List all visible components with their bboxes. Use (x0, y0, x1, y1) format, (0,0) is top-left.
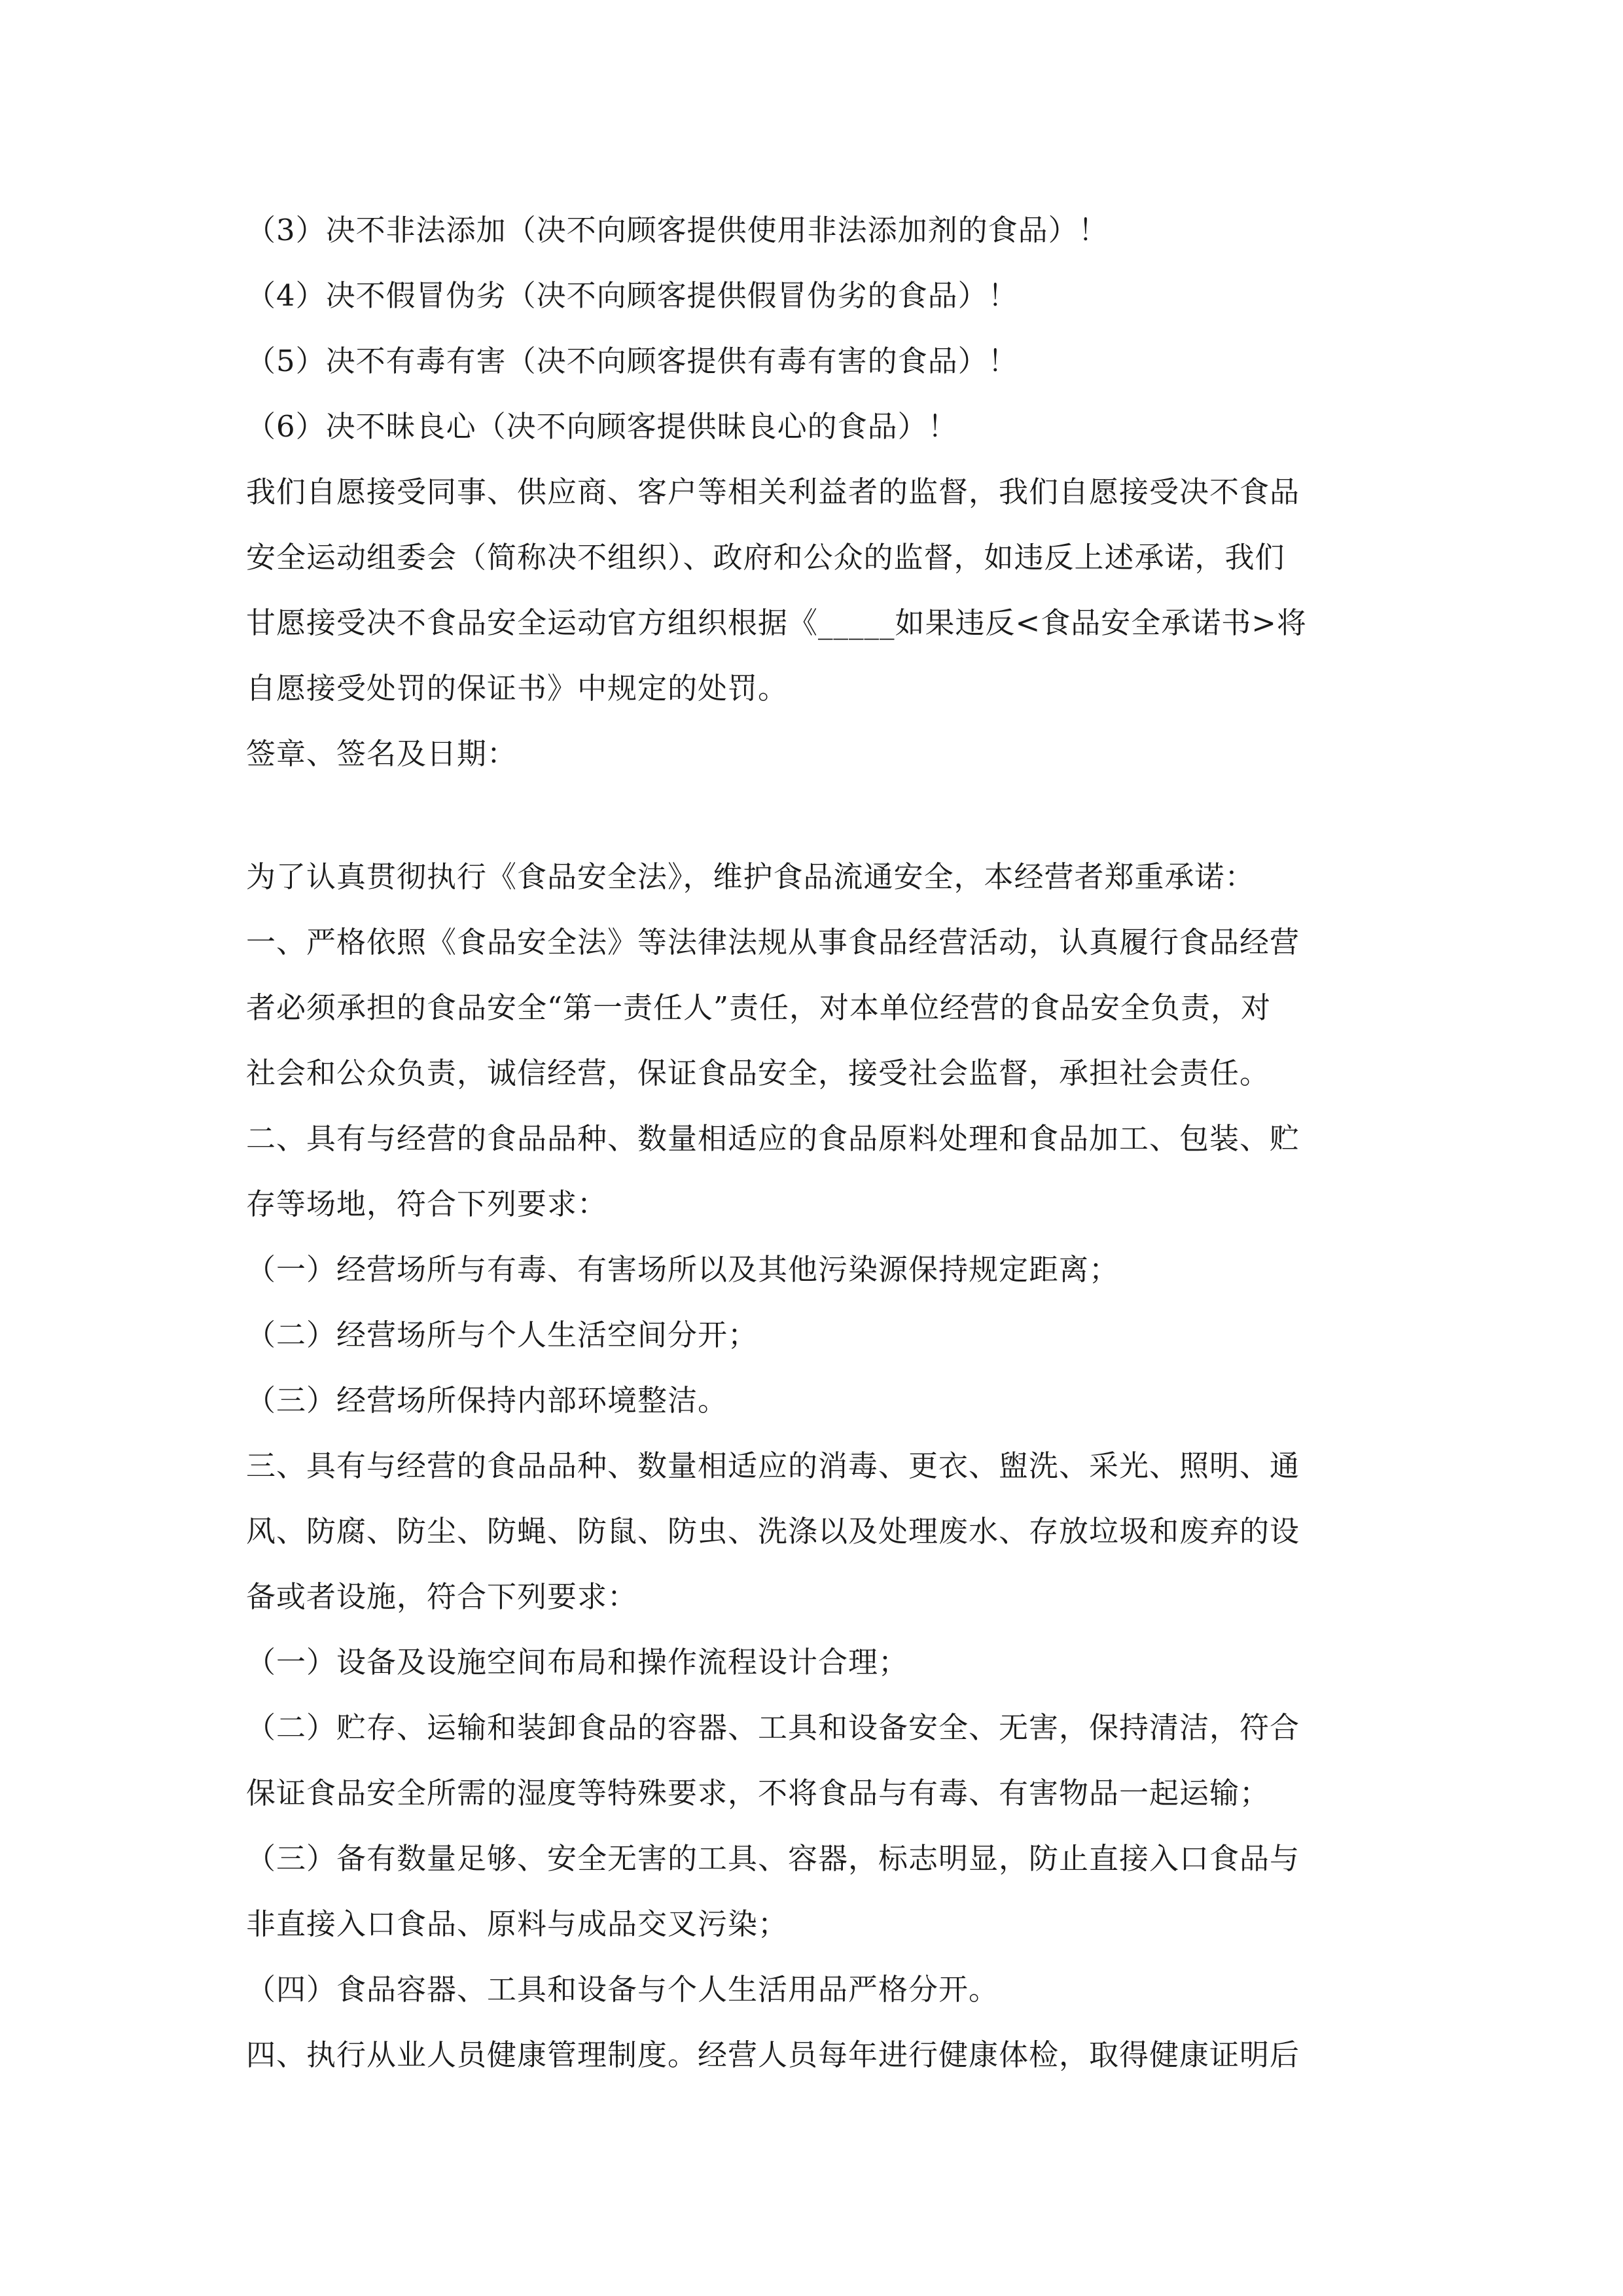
pledge-line: （一）设备及设施空间布局和操作流程设计合理； (246, 1645, 909, 1679)
pledge-line: （三）经营场所保持内部环境整洁。 (246, 1383, 728, 1418)
pledge-line: 风、防腐、防尘、防蝇、防鼠、防虫、洗涤以及处理废水、存放垃圾和废弃的设 (246, 1514, 1300, 1549)
pledge-line: 者必须承担的食品安全“第一责任人”责任，对本单位经营的食品安全负责，对 (246, 990, 1272, 1025)
supervision-line-1: 我们自愿接受同事、供应商、客户等相关利益者的监督，我们自愿接受决不食品 (246, 475, 1300, 509)
pledge-line: 备或者设施，符合下列要求： (246, 1579, 638, 1614)
signature-label: 签章、签名及日期： (246, 736, 518, 771)
pledge-line: 社会和公众负责，诚信经营，保证食品安全，接受社会监督，承担社会责任。 (246, 1056, 1270, 1090)
pledge-line: （二）贮存、运输和装卸食品的容器、工具和设备安全、无害，保持清洁，符合 (246, 1710, 1300, 1745)
supervision-line-3: 甘愿接受决不食品安全运动官方组织根据《_____如果违反<食品安全承诺书>将 (246, 605, 1307, 640)
commitment-item-4: （4）决不假冒伪劣（决不向顾客提供假冒伪劣的食品）！ (246, 278, 1018, 313)
supervision-line-4: 自愿接受处罚的保证书》中规定的处罚。 (246, 671, 789, 706)
pledge-line: 四、执行从业人员健康管理制度。经营人员每年进行健康体检，取得健康证明后 (246, 2037, 1300, 2072)
pledge-line: （三）备有数量足够、安全无害的工具、容器，标志明显，防止直接入口食品与 (246, 1841, 1300, 1876)
commitment-item-5: （5）决不有毒有害（决不向顾客提供有毒有害的食品）！ (246, 344, 1018, 378)
supervision-line-2: 安全运动组委会（简称决不组织）、政府和公众的监督，如违反上述承诺，我们 (246, 540, 1285, 575)
pledge-line: 保证食品安全所需的湿度等特殊要求，不将食品与有毒、有害物品一起运输； (246, 1776, 1270, 1810)
commitment-item-3: （3）决不非法添加（决不向顾客提供使用非法添加剂的食品）！ (246, 213, 1109, 247)
pledge-line: 非直接入口食品、原料与成品交叉污染； (246, 1907, 789, 1941)
pledge-line: 二、具有与经营的食品品种、数量相适应的食品原料处理和食品加工、包装、贮 (246, 1121, 1300, 1156)
pledge-line: （二）经营场所与个人生活空间分开； (246, 1318, 758, 1352)
commitment-item-6: （6）决不昧良心（决不向顾客提供昧良心的食品）！ (246, 409, 958, 444)
pledge-line: 三、具有与经营的食品品种、数量相适应的消毒、更衣、盥洗、采光、照明、通 (246, 1448, 1300, 1483)
pledge-line: （四）食品容器、工具和设备与个人生活用品严格分开。 (246, 1972, 999, 2007)
pledge-line: 存等场地，符合下列要求： (246, 1187, 608, 1221)
second-pledge-intro: 为了认真贯彻执行《食品安全法》，维护食品流通安全，本经营者郑重承诺： (246, 859, 1255, 894)
pledge-line: 一、严格依照《食品安全法》等法律法规从事食品经营活动，认真履行食品经营 (246, 925, 1300, 960)
pledge-line: （一）经营场所与有毒、有害场所以及其他污染源保持规定距离； (246, 1252, 1120, 1287)
